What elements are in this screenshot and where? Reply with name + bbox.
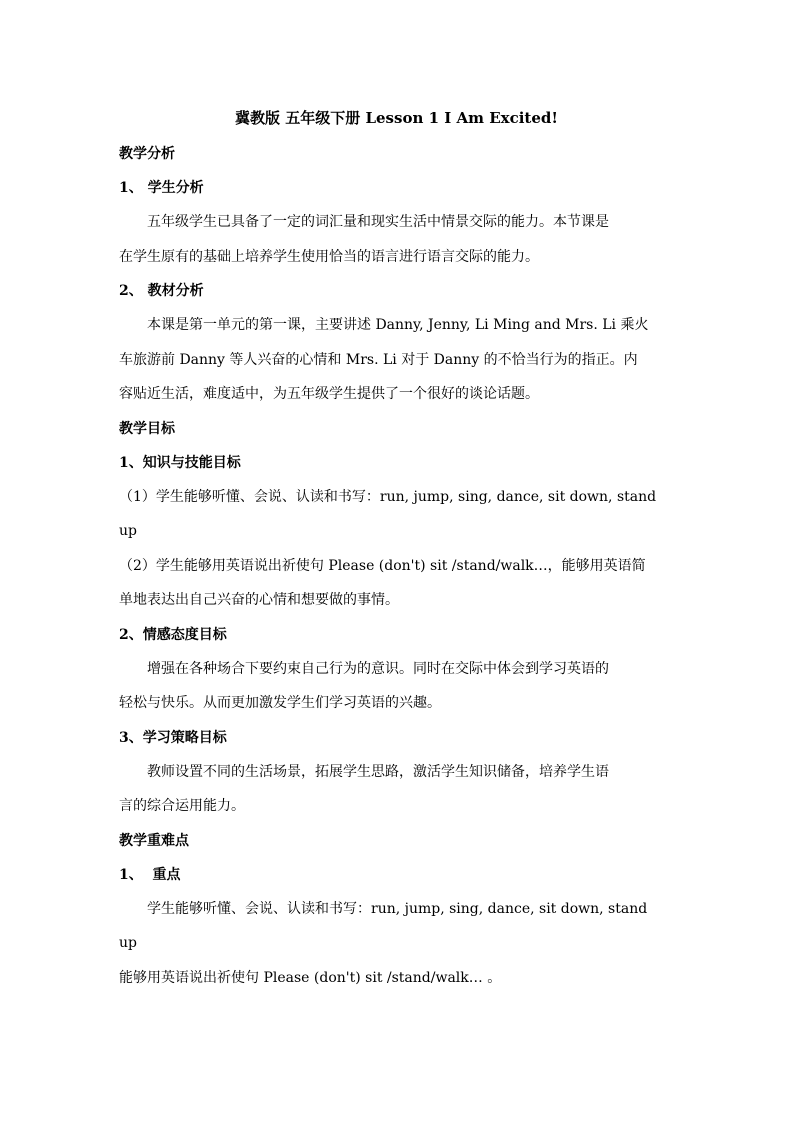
document-title: 冀教版 五年级下册 Lesson 1 I Am Excited!: [235, 109, 558, 127]
list-item-line: up: [119, 523, 137, 539]
paragraph-line: 言的综合运用能力。: [119, 798, 245, 814]
paragraph-line: 教师设置不同的生活场景，拓展学生思路，激活学生知识储备，培养学生语: [147, 763, 609, 780]
list-item-line: （2）学生能够用英语说出祈使句 Please (don't) sit /stand/walk…，能够用英语简: [119, 557, 646, 574]
subheading-key-point: 1、 重点: [119, 866, 181, 883]
paragraph-line: 车旅游前 Danny 等人兴奋的心情和 Mrs. Li 对于 Danny 的不恰当行为的指正。内: [119, 351, 638, 368]
subheading-student-analysis: 1、 学生分析: [119, 180, 204, 196]
paragraph-line: 轻松与快乐。从而更加激发学生们学习英语的兴趣。: [119, 695, 441, 711]
paragraph-line: 学生能够听懂、会说、认读和书写：run, jump, sing, dance, sit down, stand: [147, 900, 648, 917]
paragraph-line: 本课是第一单元的第一课，主要讲述 Danny, Jenny, Li Ming and Mrs. Li 乘火: [147, 317, 649, 333]
section-heading-key-points: 教学重难点: [119, 832, 189, 849]
paragraph-line: 增强在各种场合下要约束自己行为的意识。同时在交际中体会到学习英语的: [147, 660, 609, 677]
subheading-material-analysis: 2、 教材分析: [119, 283, 204, 299]
section-heading-analysis: 教学分析: [119, 146, 175, 162]
list-item-line: 单地表达出自己兴奋的心情和想要做的事情。: [119, 592, 399, 608]
paragraph-line: up: [119, 935, 137, 951]
subheading-emotional-attitude: 2、情感态度目标: [119, 626, 227, 643]
document-body: [119, 103, 674, 995]
paragraph-line: 容贴近生活，难度适中，为五年级学生提供了一个很好的谈论话题。: [119, 386, 539, 402]
paragraph-line: 能够用英语说出祈使句 Please (don't) sit /stand/walk… 。: [119, 969, 502, 986]
list-item-line: （1）学生能够听懂、会说、认读和书写：run, jump, sing, dance, sit down, stand: [119, 488, 657, 505]
subheading-learning-strategy: 3、学习策略目标: [119, 729, 227, 746]
subheading-knowledge-skills: 1、知识与技能目标: [119, 454, 241, 471]
section-heading-objectives: 教学目标: [119, 420, 175, 437]
paragraph-line: 五年级学生已具备了一定的词汇量和现实生活中情景交际的能力。本节课是: [147, 214, 609, 230]
paragraph-line: 在学生原有的基础上培养学生使用恰当的语言进行语言交际的能力。: [119, 248, 539, 265]
